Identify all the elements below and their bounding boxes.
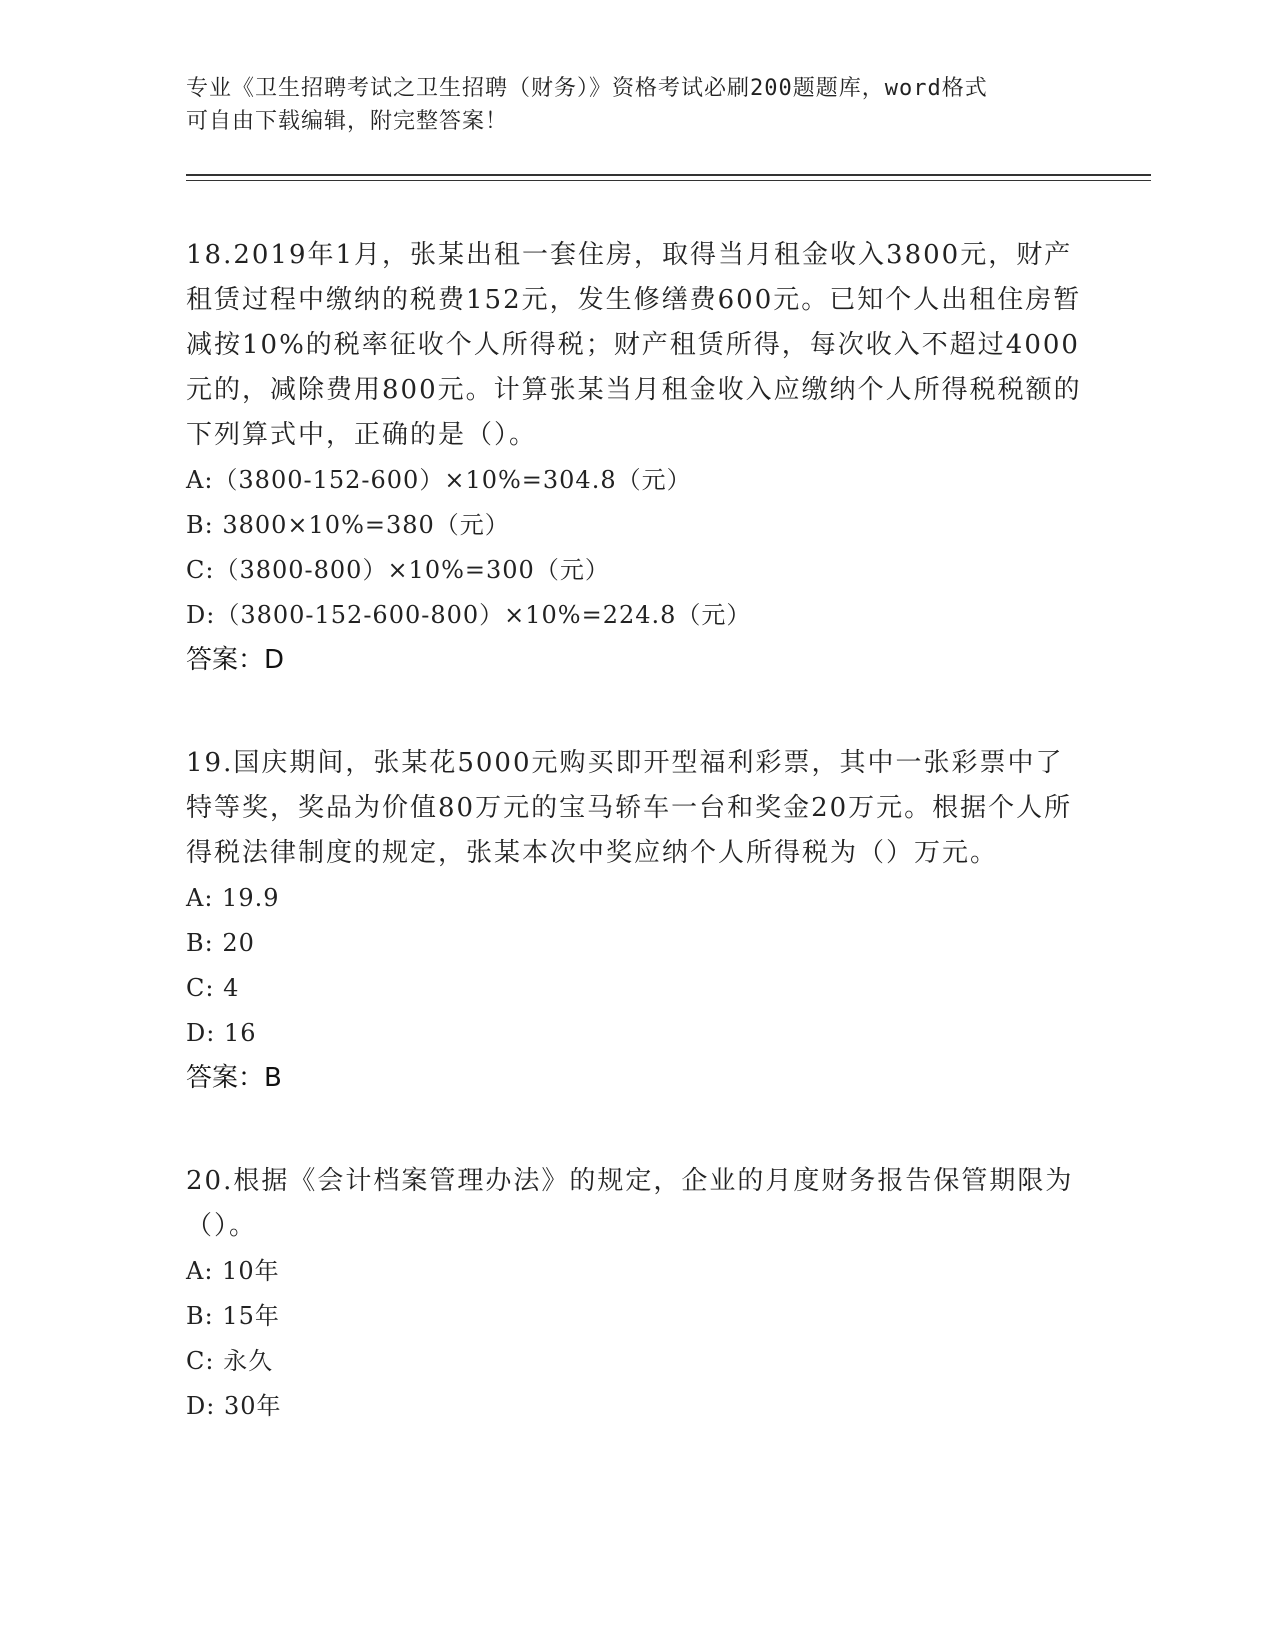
option-list: [186, 458, 1086, 638]
question-18: [186, 233, 1086, 683]
question-19: [186, 741, 1086, 1101]
option-d: D:（3800-152-600-800）×10%=224.8（元）: [186, 601, 752, 629]
header-divider-thin: [186, 180, 1151, 181]
document-header: [186, 72, 1066, 138]
option-c: C: 4: [186, 974, 240, 1002]
answer-key: 答案：D: [186, 645, 285, 675]
option-list: [186, 876, 1086, 1056]
option-b: B: 15年: [186, 1302, 280, 1330]
question-stem: 19.国庆期间，张某花5000元购买即开型福利彩票，其中一张彩票中了特等奖，奖品为价值80万元的宝马轿车一台和奖金20万元。根据个人所得税法律制度的规定，张某本次中奖应纳个人所得税为（）万元。: [186, 748, 1073, 868]
option-d: D: 30年: [186, 1392, 282, 1420]
option-list: [186, 1249, 1086, 1429]
option-d: D: 16: [186, 1019, 257, 1047]
option-a: A: 10年: [186, 1257, 280, 1285]
question-list: [186, 233, 1086, 1487]
header-line-2: 可自由下载编辑，附完整答案！: [186, 109, 509, 134]
question-stem: 18.2019年1月，张某出租一套住房，取得当月租金收入3800元，财产租赁过程中缴纳的税费152元，发生修缮费600元。已知个人出租住房暂减按10%的税率征收个人所得税；财产租赁所得，每次收入不超过4000元的，减除费用800元。计算张某当月租金收入应缴纳个人所得税税额的下列算式中，正确的是（）。: [186, 240, 1082, 450]
question-stem: 20.根据《会计档案管理办法》的规定，企业的月度财务报告保管期限为（）。: [186, 1166, 1074, 1241]
answer-key: 答案：B: [186, 1063, 282, 1093]
option-b: B: 3800×10%=380（元）: [186, 511, 510, 539]
option-a: A: 19.9: [186, 884, 280, 912]
header-divider-thick: [186, 174, 1151, 176]
option-c: C: 永久: [186, 1347, 274, 1375]
header-line-1: 专业《卫生招聘考试之卫生招聘（财务）》资格考试必刷200题题库，word格式: [186, 76, 988, 101]
option-a: A:（3800-152-600）×10%=304.8（元）: [186, 466, 692, 494]
option-b: B: 20: [186, 929, 255, 957]
question-20: [186, 1159, 1086, 1429]
option-c: C:（3800-800）×10%=300（元）: [186, 556, 610, 584]
